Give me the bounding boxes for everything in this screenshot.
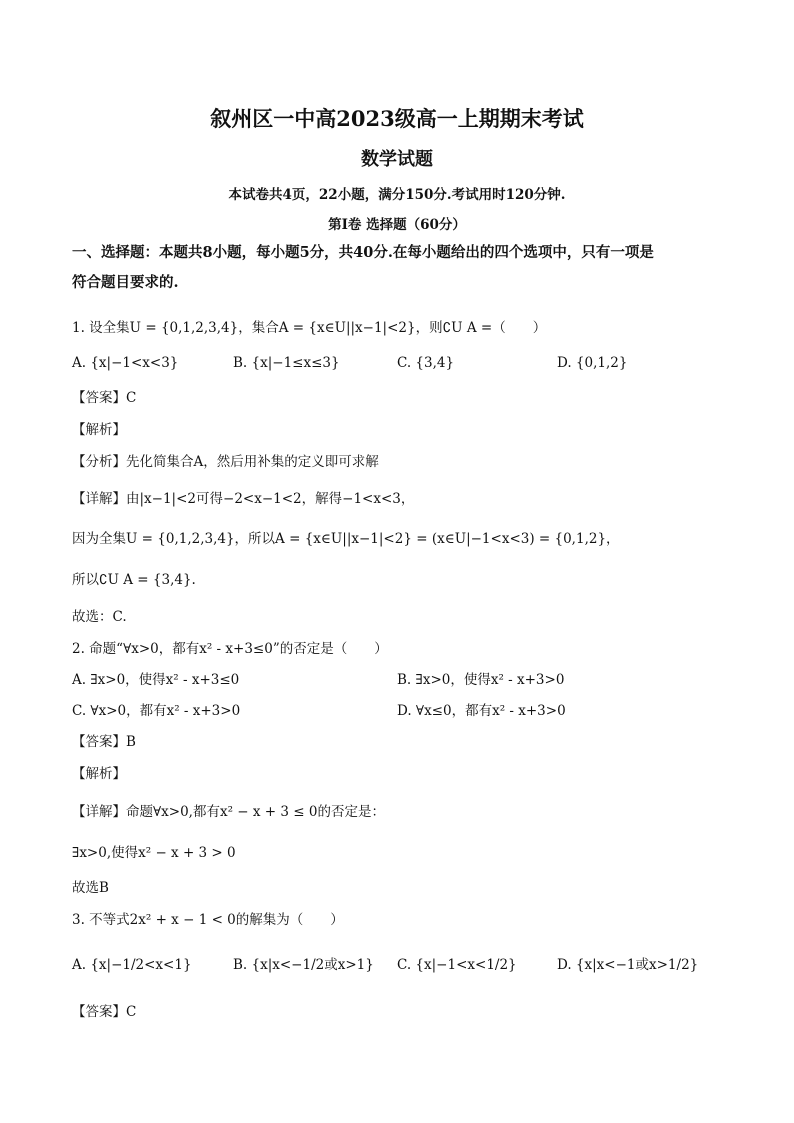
question-2-option-d: D. ∀x≤0，都有x² - x+3>0: [397, 703, 566, 719]
question-1-conclusion: 故选：C.: [72, 609, 127, 625]
question-3-option-a: A. {x|−1/2<x<1}: [72, 957, 192, 973]
section-heading-line2: 符合题目要求的.: [72, 274, 179, 291]
question-2-detail-2: ∃x>0,使得x² − x + 3 > 0: [72, 845, 236, 861]
part-heading: 第I卷 选择题（60分）: [328, 217, 466, 233]
section-heading-line1: 一、选择题：本题共8小题，每小题5分，共40分.在每小题给出的四个选项中，只有一项是: [72, 244, 654, 261]
question-1-analysis: 【分析】先化简集合A，然后用补集的定义即可求解: [72, 454, 379, 470]
question-3-stem: 3. 不等式2x² + x − 1 < 0的解集为（ ）: [72, 912, 344, 928]
question-1-option-a: A. {x|−1<x<3}: [72, 355, 179, 371]
question-1-option-d: D. {0,1,2}: [557, 355, 628, 371]
question-1-detail-3: 所以∁U A = {3,4}.: [72, 572, 196, 588]
question-1-analysis-label: 【解析】: [72, 422, 126, 438]
question-3-option-c: C. {x|−1<x<1/2}: [397, 957, 517, 973]
question-2-option-c: C. ∀x>0，都有x² - x+3>0: [72, 703, 241, 719]
question-3-answer: 【答案】C: [72, 1004, 137, 1020]
question-2-analysis-label: 【解析】: [72, 766, 126, 782]
question-2-conclusion: 故选B: [72, 880, 109, 896]
question-3-option-b: B. {x|x<−1/2或x>1}: [233, 957, 374, 973]
question-1-detail-2: 因为全集U = {0,1,2,3,4}，所以A = {x∈U||x−1|<2} = (x∈U|−1<x<3) = {0,1,2}，: [72, 531, 620, 547]
question-1-option-c: C. {3,4}: [397, 355, 455, 371]
question-2-stem: 2. 命题“∀x>0，都有x² - x+3≤0”的否定是（ ）: [72, 641, 388, 657]
question-2-answer: 【答案】B: [72, 734, 136, 750]
question-3-option-d: D. {x|x<−1或x>1/2}: [557, 957, 699, 973]
exam-info: 本试卷共4页，22小题，满分150分.考试用时120分钟.: [228, 187, 566, 203]
question-2-option-a: A. ∃x>0，使得x² - x+3≤0: [72, 672, 240, 688]
exam-subtitle: 数学试题: [361, 149, 433, 170]
question-1-detail-1: 【详解】由|x−1|<2可得−2<x−1<2，解得−1<x<3，: [72, 491, 415, 507]
question-2-detail-1: 【详解】命题∀x>0,都有x² − x + 3 ≤ 0的否定是：: [72, 804, 385, 820]
exam-title: 叙州区一中高2023级高一上期期末考试: [210, 106, 584, 131]
question-1-option-b: B. {x|−1≤x≤3}: [233, 355, 340, 371]
question-1-answer: 【答案】C: [72, 390, 137, 406]
question-2-option-b: B. ∃x>0，使得x² - x+3>0: [397, 672, 565, 688]
question-1-stem: 1. 设全集U = {0,1,2,3,4}，集合A = {x∈U||x−1|<2}，则∁U A =（ ）: [72, 320, 547, 336]
